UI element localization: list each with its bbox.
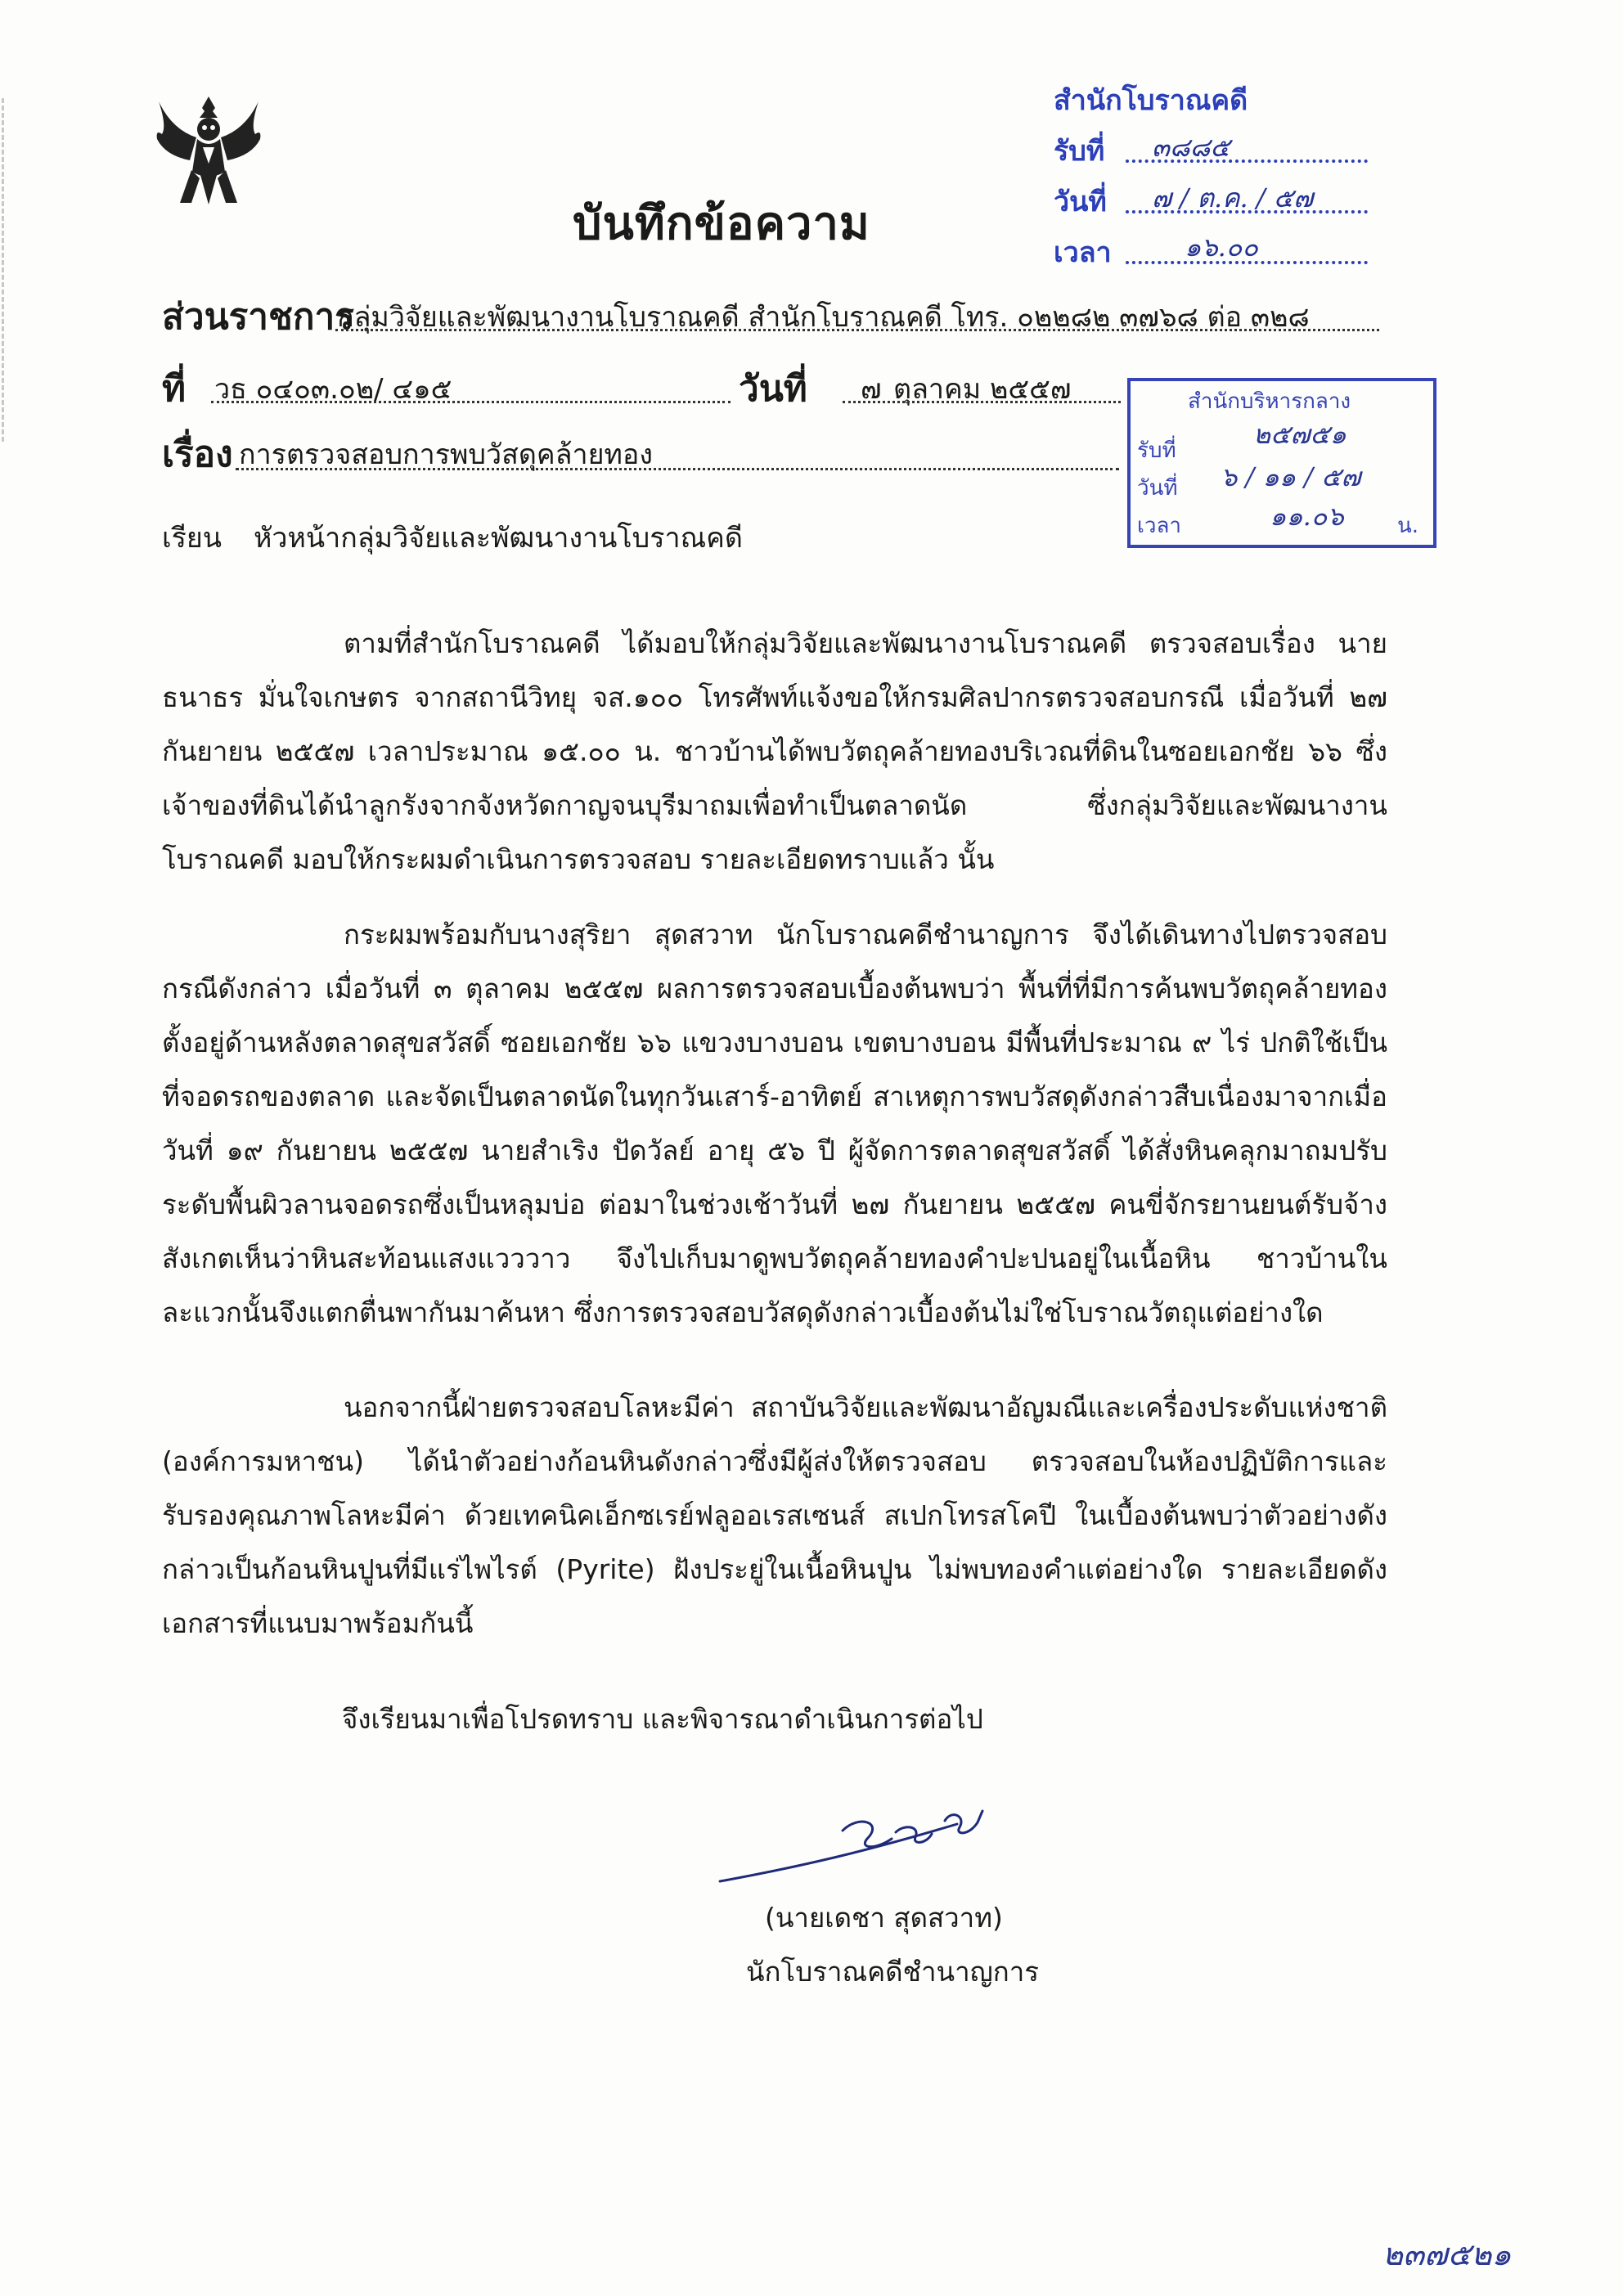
department-label: ส่วนราชการ: [162, 296, 354, 338]
stamp-received-value: ๓๘๘๕: [1152, 132, 1230, 163]
to-label: เรียน: [162, 522, 223, 555]
paragraph-3-text: นอกจากนี้ฝ่ายตรวจสอบโลหะมีค่า สถาบันวิจัยและพัฒนาอัญมณีและเครื่องประดับแห่งชาติ (องค์การมหาชน) ได้นำตัวอย่างก้อนหินดังกล่าวซึ่งมีผู้ส่งให้ตรวจสอบ ตรวจสอบในห้องปฏิบัติการและรับรองคุณภาพโลหะมีค่า ด้วยเทคนิคเอ็กซเรย์ฟลูออเรสเซนส์ สเปกโทรสโคปี ในเบื้องต้นพบว่าตัวอย่างดังกล่าวเป็นก้อนหินปูนที่มีแร่ไพไรต์ (Pyrite) ฝังประยู่ในเนื้อหินปูน ไม่พบทองคำแต่อย่างใด รายละเอียดดังเอกสารที่แนบมาพร้อมกันนี้: [162, 1391, 1387, 1639]
binding-margin: [2, 98, 20, 442]
paragraph-2-text: กระผมพร้อมกับนางสุริยา สุดสวาท นักโบราณคดีชำนาญการ จึงได้เดินทางไปตรวจสอบกรณีดังกล่าว เมื่อวันที่ ๓ ตุลาคม ๒๕๕๗ ผลการตรวจสอบเบื้องต้นพบว่า พื้นที่ที่มีการค้นพบวัตถุคล้ายทองตั้งอยู่ด้านหลังตลาดสุขสวัสดิ์ ซอยเอกชัย ๖๖ แขวงบางบอน เขตบางบอน มีพื้นที่ประมาณ ๙ ไร่ ปกติใช้เป็นที่จอดรถของตลาด และจัดเป็นตลาดนัดในทุกวันเสาร์-อาทิตย์ สาเหตุการพบวัสดุดังกล่าวสืบเนื่องมาจากเมื่อวันที่ ๑๙ กันยายน ๒๕๕๗ นายสำเริง ปัดวัลย์ อายุ ๕๖ ปี ผู้จัดการตลาดสุขสวัสดิ์ ได้สั่งหินคลุกมาถมปรับระดับพื้นผิวลานจอดรถซึ่งเป็นหลุมบ่อ ต่อมาในช่วงเช้าวันที่ ๒๗ กันยายน ๒๕๕๗ คนขี่จักรยานยนต์รับจ้างสังเกตเห็นว่าหินสะท้อนแสงแวววาว จึงไปเก็บมาดูพบวัตถุคล้ายทองคำปะปนอยู่ในเนื้อหิน ชาวบ้านในละแวกนั้นจึงแตกตื่นพากันมาค้นหา ซึ่งการตรวจสอบวัสดุดังกล่าวเบื้องต้นไม่ใช่โบราณวัตถุแต่อย่างใด: [162, 919, 1387, 1328]
closing-line: จึงเรียนมาเพื่อโปรดทราบ และพิจารณาดำเนินการต่อไป: [342, 1703, 983, 1735]
stamp2-office: สำนักบริหารกลาง: [1188, 389, 1351, 414]
body-paragraph-2: [162, 908, 1387, 1340]
stamp2-received-value: ๒๕๗๕๑: [1253, 419, 1347, 450]
subject-label: เรื่อง: [162, 434, 233, 475]
garuda-emblem-icon: [155, 90, 262, 213]
stamp2-time-value: ๑๑.๐๖: [1270, 501, 1344, 532]
stamp2-time-label: เวลา: [1137, 514, 1182, 538]
stamp2-date-label: วันที่: [1137, 476, 1178, 501]
date-day: ๗: [861, 373, 882, 406]
receipt-stamp-central: [1127, 378, 1436, 548]
stamp-received-label: รับที่: [1054, 135, 1105, 168]
stamp-date-value: ๗ / ต.ค. / ๕๗: [1152, 182, 1314, 213]
stamp-date-label: วันที่: [1054, 186, 1107, 218]
stamp-time-value: ๑๖.๐๐: [1185, 231, 1258, 263]
page-note: ๒๓๗๕๒๑: [1382, 2236, 1512, 2272]
stamp-time-label: เวลา: [1054, 236, 1112, 269]
body-paragraph-3: [162, 1381, 1387, 1651]
body-paragraph-1: [162, 617, 1387, 887]
signatory-name: (นายเดชา สุดสวาท): [765, 1902, 1003, 1934]
ref-value: วธ ๐๔๐๓.๐๒/ ๔๑๕: [214, 373, 452, 406]
to-value: หัวหน้ากลุ่มวิจัยและพัฒนางานโบราณคดี: [254, 522, 743, 555]
subject-value: การตรวจสอบการพบวัสดุคล้ายทอง: [239, 438, 653, 471]
signature-scribble: [712, 1800, 1072, 1889]
stamp2-received-label: รับที่: [1137, 438, 1176, 463]
paragraph-1-text: ตามที่สำนักโบราณคดี ได้มอบให้กลุ่มวิจัยและพัฒนางานโบราณคดี ตรวจสอบเรื่อง นายธนาธร มั่นใจเกษตร จากสถานีวิทยุ จส.๑๐๐ โทรศัพท์แจ้งขอให้กรมศิลปากรตรวจสอบกรณี เมื่อวันที่ ๒๗ กันยายน ๒๕๕๗ เวลาประมาณ ๑๕.๐๐ น. ชาวบ้านได้พบวัตถุคล้ายทองบริเวณที่ดินในซอยเอกชัย ๖๖ ซึ่งเจ้าของที่ดินได้นำลูกรังจากจังหวัดกาญจนบุรีมาถมเพื่อทำเป็นตลาดนัด ซึ่งกลุ่มวิจัยและพัฒนางานโบราณคดี มอบให้กระผมดำเนินการตรวจสอบ รายละเอียดทราบแล้ว นั้น: [162, 627, 1387, 875]
department-value: กลุ่มวิจัยและพัฒนางานโบราณคดี สำนักโบราณคดี โทร. ๐๒๒๘๒ ๓๗๖๘ ต่อ ๓๒๘: [337, 301, 1310, 334]
ref-label: ที่: [162, 368, 187, 410]
receipt-stamp-archaeology: [1037, 78, 1381, 282]
stamp2-date-value: ๖ / ๑๑ / ๕๗: [1221, 461, 1361, 492]
date-label: วันที่: [739, 368, 807, 410]
stamp2-time-unit: น.: [1397, 514, 1419, 538]
date-rest: ตุลาคม ๒๕๕๗: [893, 373, 1072, 406]
stamp-office: สำนักโบราณคดี: [1054, 84, 1248, 117]
signatory-position: นักโบราณคดีชำนาญการ: [746, 1956, 1039, 1988]
document-title: บันทึกข้อความ: [573, 197, 870, 250]
